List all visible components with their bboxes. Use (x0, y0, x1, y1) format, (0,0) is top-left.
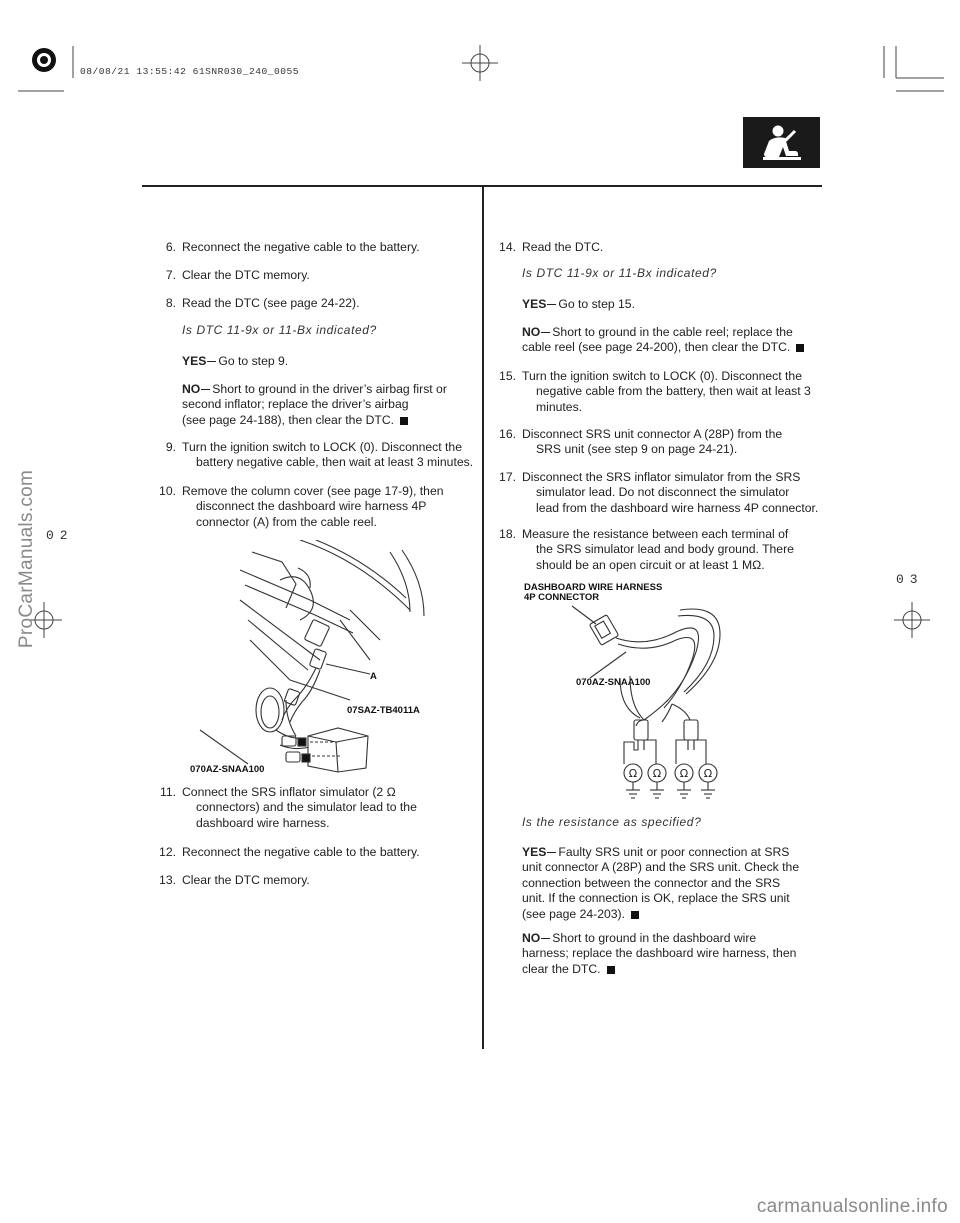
end-marker-icon (631, 911, 639, 919)
step-12: 12. Reconnect the negative cable to the battery. (159, 845, 420, 859)
step-10: 10. Remove the column cover (see page 17-9), then disconnect the dashboard wire harness 4P connector (A) from the cable reel. (159, 484, 444, 529)
column-divider (482, 187, 484, 1049)
step-11: 11. Connect the SRS inflator simulator (2 Ω connectors) and the simulator lead to the dashboard wire harness. (159, 785, 417, 830)
no-branch-step-18: NO Short to ground in the dashboard wire harness; replace the dashboard wire harness, then clear the DTC. (522, 931, 797, 976)
step-17: 17. Disconnect the SRS inflator simulator from the SRS simulator lead. Do not disconnect the simulator lead from the dashboard wire harness 4P connector. (499, 470, 819, 515)
ohm-symbol-icon: Ω (628, 767, 638, 780)
step-9: 9. Turn the ignition switch to LOCK (0). Disconnect the battery negative cable, then wait at least 3 minutes. (165, 440, 474, 470)
question-step-14: Is DTC 11-9x or 11-Bx indicated? (522, 266, 717, 280)
step-18: 18. Measure the resistance between each terminal of the SRS simulator lead and body ground. There should be an open circuit or at least 1 MΩ. (499, 527, 794, 572)
step-15: 15. Turn the ignition switch to LOCK (0). Disconnect the negative cable from the battery, then wait at least 3 minutes. (499, 369, 811, 414)
yes-branch-step-14: YES Go to step 15. (522, 297, 635, 311)
srs-section-badge (743, 117, 820, 168)
yes-branch-step-18: YES Faulty SRS unit or poor connection at SRS unit connector A (28P) and the SRS unit. Check the connection between the connector and the SRS unit. If the connection is OK, replace the SRS unit (see page 24-203). (522, 845, 800, 921)
margin-mark-right: 03 (896, 572, 924, 587)
no-branch-step-8: NO Short to ground in the driver’s airbag first or second inflator; replace the driver’s airbag (see page 24-188), then clear the DTC. (182, 382, 447, 427)
label-simulator-lead: 070AZ-SNAA100 (190, 764, 265, 775)
margin-mark-left: 02 (46, 528, 74, 543)
yes-branch-step-8: YES Go to step 9. (182, 354, 289, 368)
punch-target-icon (32, 48, 56, 72)
watermark-procarmanuals: ProCarManuals.com (16, 469, 38, 649)
step-7: 7. Clear the DTC memory. (165, 268, 310, 282)
label-harness-connector: DASHBOARD WIRE HARNESS 4P CONNECTOR (524, 582, 663, 603)
step-13: 13. Clear the DTC memory. (159, 873, 310, 887)
end-marker-icon (400, 417, 408, 425)
figure-steering-column-simulator (190, 540, 470, 780)
step-8: 8. Read the DTC (see page 24-22). (165, 296, 360, 310)
seatbelt-srs-icon (743, 117, 820, 168)
step-6: 6. Reconnect the negative cable to the battery. (165, 240, 420, 254)
step-14: 14. Read the DTC. (499, 240, 604, 254)
ohm-symbol-icon: Ω (652, 767, 662, 780)
label-simulator-lead-2: 070AZ-SNAA100 (576, 677, 651, 688)
end-marker-icon (796, 344, 804, 352)
no-branch-step-14: NO Short to ground in the cable reel; replace the cable reel (see page 24-200), then clear the DTC. (522, 325, 804, 356)
question-step-18: Is the resistance as specified? (522, 815, 702, 829)
print-timestamp: 08/08/21 13:55:42 61SNR030_240_0055 (80, 66, 300, 77)
watermark-carmanualsonline: carmanualsonline.info (756, 1196, 948, 1217)
figure-resistance-measurement (560, 600, 740, 805)
step-16: 16. Disconnect SRS unit connector A (28P) from the SRS unit (see step 9 on page 24-21). (499, 427, 783, 457)
ohm-symbol-icon: Ω (679, 767, 689, 780)
label-simulator-tool: 07SAZ-TB4011A (347, 705, 420, 716)
ohm-symbol-icon: Ω (703, 767, 713, 780)
question-step-8: Is DTC 11-9x or 11-Bx indicated? (182, 323, 377, 337)
end-marker-icon (607, 966, 615, 974)
label-connector-a: A (370, 671, 377, 682)
